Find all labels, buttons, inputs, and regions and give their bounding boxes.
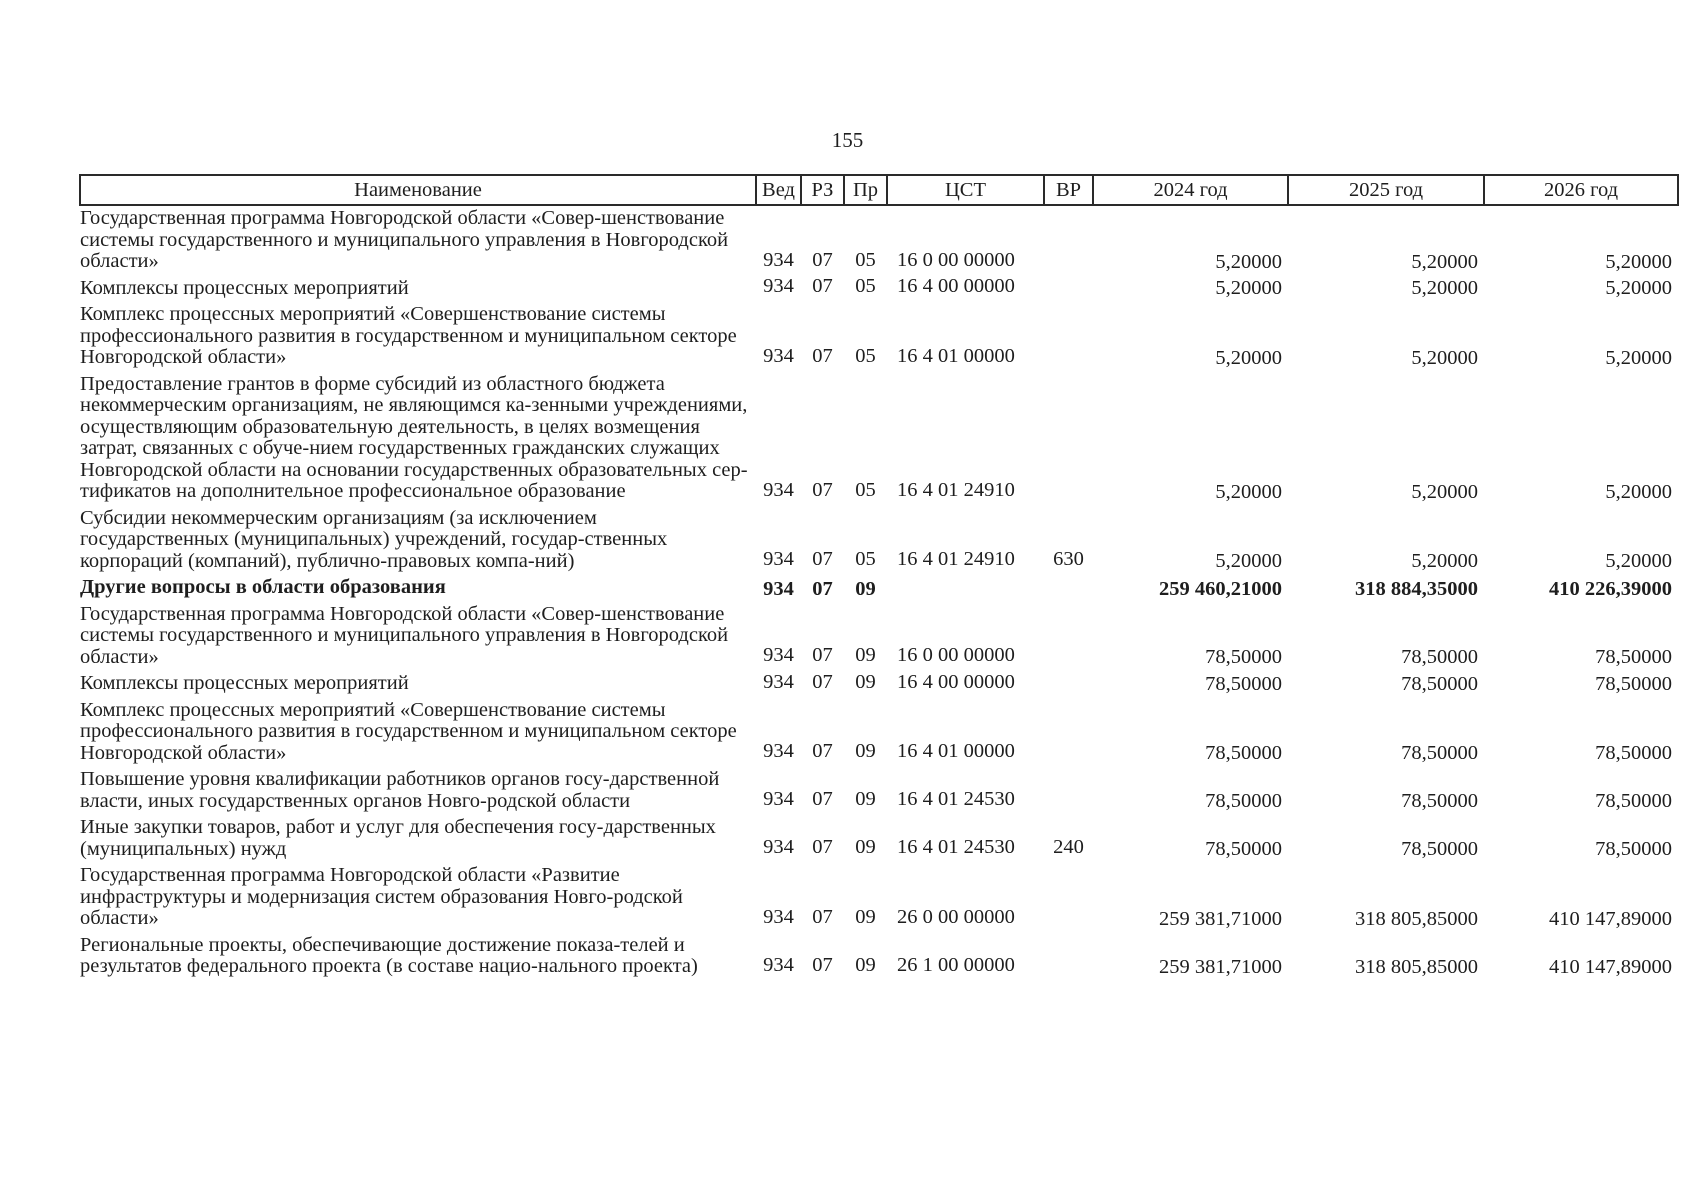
row-ved: 934 <box>763 548 794 570</box>
row-name: Государственная программа Новгородской области «Совер-шенствование системы государственного и муниципального управления в Новгородской области» <box>80 602 729 668</box>
row-rz: 07 <box>812 670 833 693</box>
row-ved: 934 <box>763 740 794 762</box>
row-2025: 78,50000 <box>1401 838 1478 860</box>
row-2026: 5,20000 <box>1605 480 1672 503</box>
row-pr: 09 <box>855 644 876 666</box>
row-2025: 78,50000 <box>1401 742 1478 764</box>
table-row <box>80 302 1678 372</box>
header-2025: 2025 год <box>1288 175 1484 205</box>
row-vr: 240 <box>1053 836 1084 858</box>
row-2024: 5,20000 <box>1215 480 1282 503</box>
row-2026: 5,20000 <box>1605 250 1672 273</box>
row-ved: 934 <box>763 577 794 600</box>
table-body <box>80 205 1678 981</box>
row-ved: 934 <box>763 836 794 858</box>
row-ved: 934 <box>763 275 794 297</box>
row-vr: 630 <box>1053 548 1084 570</box>
row-2026: 5,20000 <box>1605 550 1672 572</box>
row-2025: 318 805,85000 <box>1355 907 1478 930</box>
row-pr: 09 <box>855 577 876 600</box>
header-row <box>80 175 1678 205</box>
table-header <box>80 175 1678 205</box>
row-2025: 318 884,35000 <box>1355 577 1478 600</box>
row-name: Предоставление грантов в форме субсидий из областного бюджета некоммерческим организациям, не являющимся ка-зенными учреждениями, осуществляющим образовательную деятельность, в целях возмещения затрат, связанных с обуче-нием государственных гражданских служащих Новгородской области на основании государственных образовательных сер-тификатов на дополнительное профессиональное образование <box>80 372 748 502</box>
row-ved: 934 <box>763 670 794 693</box>
row-name: Комплекс процессных мероприятий «Совершенствование системы профессионального развития в государственном и муниципальном секторе Новгородской области» <box>80 303 737 368</box>
header-ved: Вед <box>756 175 801 205</box>
budget-table <box>79 174 1679 981</box>
row-cst <box>887 575 1044 602</box>
row-cst: 16 4 01 24530 <box>897 788 1015 810</box>
row-2026: 78,50000 <box>1595 646 1672 668</box>
row-2025: 78,50000 <box>1401 672 1478 695</box>
row-2024: 78,50000 <box>1205 790 1282 812</box>
table-row <box>80 372 1678 506</box>
row-name: Повышение уровня квалификации работников органов госу-дарственной власти, иных государственных органов Новго-родской области <box>80 768 720 812</box>
row-vr <box>1044 302 1093 372</box>
row-rz: 07 <box>812 644 833 666</box>
row-2024: 5,20000 <box>1215 346 1282 369</box>
table-row <box>80 276 1678 303</box>
row-ved: 934 <box>763 478 794 501</box>
row-vr <box>1044 602 1093 672</box>
row-name: Региональные проекты, обеспечивающие достижение показа-телей и результатов федерального проекта (в составе нацио-нального проекта) <box>80 933 698 977</box>
row-cst: 26 1 00 00000 <box>897 953 1015 976</box>
row-pr: 05 <box>855 548 876 570</box>
table-row <box>80 671 1678 698</box>
header-name: Наименование <box>80 175 756 205</box>
row-2026: 410 147,89000 <box>1549 907 1672 930</box>
row-2026: 78,50000 <box>1595 742 1672 764</box>
row-2025: 78,50000 <box>1401 646 1478 668</box>
row-name: Другие вопросы в области образования <box>80 576 446 598</box>
row-ved: 934 <box>763 788 794 810</box>
row-2024: 259 381,71000 <box>1159 955 1282 978</box>
header-vr: ВР <box>1044 175 1093 205</box>
row-2025: 318 805,85000 <box>1355 955 1478 978</box>
row-2026: 5,20000 <box>1605 346 1672 369</box>
row-ved: 934 <box>763 248 794 271</box>
row-name: Государственная программа Новгородской области «Развитие инфраструктуры и модернизация систем образования Новго-родской области» <box>80 864 683 929</box>
row-name: Комплексы процессных мероприятий <box>80 672 409 694</box>
row-2026: 78,50000 <box>1595 790 1672 812</box>
row-rz: 07 <box>812 740 833 762</box>
row-rz: 07 <box>812 275 833 297</box>
row-cst: 16 4 01 00000 <box>897 344 1015 367</box>
row-ved: 934 <box>763 644 794 666</box>
row-cst: 16 4 01 24910 <box>897 478 1015 501</box>
row-cst: 26 0 00 00000 <box>897 905 1015 928</box>
row-pr: 09 <box>855 953 876 976</box>
row-pr: 09 <box>855 836 876 858</box>
row-2025: 5,20000 <box>1411 277 1478 299</box>
row-2024: 5,20000 <box>1215 550 1282 572</box>
row-vr <box>1044 671 1093 698</box>
row-rz: 07 <box>812 548 833 570</box>
header-pr: Пр <box>844 175 887 205</box>
row-cst: 16 4 01 00000 <box>897 740 1015 762</box>
row-rz: 07 <box>812 905 833 928</box>
row-2026: 78,50000 <box>1595 838 1672 860</box>
row-cst: 16 4 00 00000 <box>897 670 1015 693</box>
row-rz: 07 <box>812 836 833 858</box>
row-2024: 78,50000 <box>1205 672 1282 695</box>
row-pr: 09 <box>855 740 876 762</box>
row-2025: 78,50000 <box>1401 790 1478 812</box>
row-2024: 259 381,71000 <box>1159 907 1282 930</box>
table-row <box>80 698 1678 768</box>
row-cst: 16 0 00 00000 <box>897 248 1015 271</box>
row-2024: 78,50000 <box>1205 838 1282 860</box>
row-cst: 16 4 00 00000 <box>897 275 1015 297</box>
row-pr: 09 <box>855 670 876 693</box>
header-2024: 2024 год <box>1093 175 1288 205</box>
row-name: Иные закупки товаров, работ и услуг для обеспечения госу-дарственных (муниципальных) нужд <box>80 816 716 860</box>
table-row <box>80 575 1678 602</box>
row-pr: 05 <box>855 248 876 271</box>
row-rz: 07 <box>812 344 833 367</box>
row-cst: 16 4 01 24530 <box>897 836 1015 858</box>
row-cst: 16 0 00 00000 <box>897 644 1015 666</box>
row-name: Субсидии некоммерческим организациям (за исключением государственных (муниципальных) учреждений, государ-ственных корпораций (компаний), публично-правовых компа-ний) <box>80 506 668 572</box>
row-name: Комплексы процессных мероприятий <box>80 276 409 299</box>
row-2026: 5,20000 <box>1605 277 1672 299</box>
row-2024: 259 460,21000 <box>1159 577 1282 600</box>
row-2025: 5,20000 <box>1411 346 1478 369</box>
row-2024: 78,50000 <box>1205 646 1282 668</box>
table-row <box>80 863 1678 933</box>
row-rz: 07 <box>812 248 833 271</box>
row-pr: 05 <box>855 344 876 367</box>
table-row <box>80 815 1678 863</box>
row-vr <box>1044 698 1093 768</box>
row-vr <box>1044 575 1093 602</box>
table-row <box>80 602 1678 672</box>
row-ved: 934 <box>763 344 794 367</box>
row-2024: 5,20000 <box>1215 250 1282 273</box>
row-name: Комплекс процессных мероприятий «Совершенствование системы профессионального развития в государственном и муниципальном секторе Новгородской области» <box>80 698 737 764</box>
row-vr <box>1044 863 1093 933</box>
row-cst: 16 4 01 24910 <box>897 548 1015 570</box>
row-pr: 05 <box>855 275 876 297</box>
row-2024: 5,20000 <box>1215 277 1282 299</box>
row-2026: 410 226,39000 <box>1549 577 1672 600</box>
row-2024: 78,50000 <box>1205 742 1282 764</box>
header-cst: ЦСТ <box>887 175 1044 205</box>
row-2025: 5,20000 <box>1411 550 1478 572</box>
row-2026: 410 147,89000 <box>1549 955 1672 978</box>
row-ved: 934 <box>763 953 794 976</box>
header-rz: РЗ <box>801 175 844 205</box>
row-vr <box>1044 372 1093 506</box>
row-rz: 07 <box>812 577 833 600</box>
header-2026: 2026 год <box>1484 175 1678 205</box>
row-vr <box>1044 276 1093 303</box>
row-2026: 78,50000 <box>1595 672 1672 695</box>
row-pr: 09 <box>855 788 876 810</box>
row-2025: 5,20000 <box>1411 480 1478 503</box>
row-pr: 05 <box>855 478 876 501</box>
table-row <box>80 506 1678 576</box>
table-row <box>80 933 1678 981</box>
row-vr <box>1044 933 1093 981</box>
page-number: 155 <box>831 128 864 152</box>
row-2025: 5,20000 <box>1411 250 1478 273</box>
row-rz: 07 <box>812 788 833 810</box>
row-rz: 07 <box>812 478 833 501</box>
row-vr <box>1044 205 1093 276</box>
row-vr <box>1044 767 1093 815</box>
row-name: Государственная программа Новгородской области «Совер-шенствование системы государственного и муниципального управления в Новгородской области» <box>80 207 729 272</box>
table-row <box>80 767 1678 815</box>
row-rz: 07 <box>812 953 833 976</box>
table-row <box>80 205 1678 276</box>
row-ved: 934 <box>763 905 794 928</box>
row-pr: 09 <box>855 905 876 928</box>
